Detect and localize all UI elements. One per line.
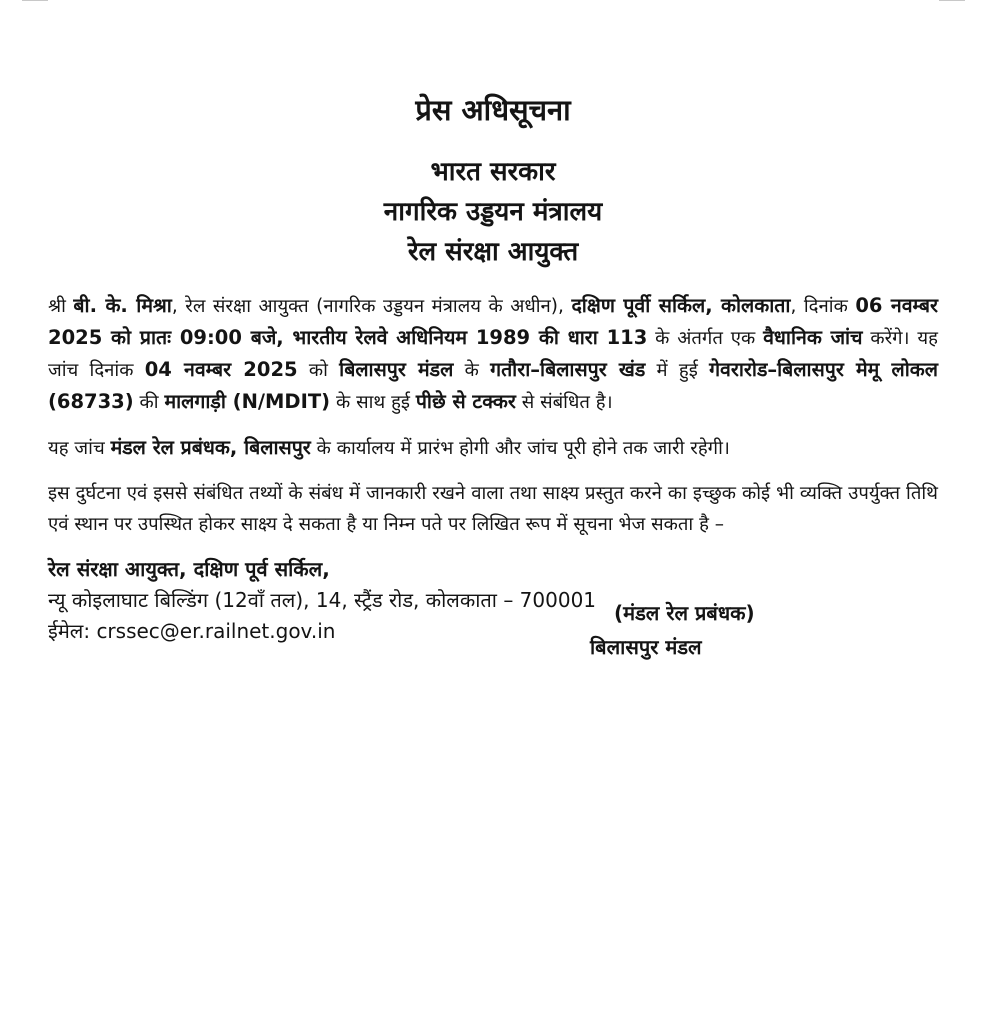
inquiry-announcement-paragraph <box>48 290 938 418</box>
circle-name: दक्षिण पूर्वी सर्किल, कोलकाता <box>571 294 791 317</box>
accident-date: 04 नवम्बर 2025 <box>144 358 298 381</box>
org-line-government: भारत सरकार <box>430 157 556 187</box>
text-segment: के अंतर्गत एक <box>647 328 764 349</box>
top-left-edge-mark <box>22 0 48 1</box>
text-segment: में हुई <box>645 360 710 381</box>
section-name: गतौरा–बिलासपुर खंड <box>490 358 646 381</box>
org-line-ministry: नागरिक उड्डयन मंत्रालय <box>383 197 603 227</box>
text-segment: को <box>297 360 340 381</box>
email-label: ईमेल: <box>48 619 97 643</box>
text-segment: के कार्यालय में प्रारंभ होगी और जांच पूरी होने तक जारी रहेगी। <box>310 438 730 459</box>
signatory-division: बिलासपुर मंडल <box>590 635 702 659</box>
inquiry-date-and-act: 06 नवम्बर 2025 को प्रातः 09:00 बजे, भारतीय रेलवे अधिनियम 1989 की धारा 113 <box>48 294 938 349</box>
org-line-commissioner: रेल संरक्षा आयुक्त <box>407 237 579 267</box>
train-name: गेवरारोड–बिलासपुर मेमू लोकल (68733) <box>48 358 938 413</box>
text-segment: यह जांच <box>48 438 111 459</box>
issuing-organization <box>48 152 938 272</box>
address-line-street: न्यू कोइलाघाट बिल्डिंग (12वाँ तल), 14, स्ट्रैंड रोड, कोलकाता – 700001 <box>48 588 597 612</box>
address-line-office: रेल संरक्षा आयुक्त, दक्षिण पूर्व सर्किल, <box>48 557 330 581</box>
goods-train: मालगाड़ी (N/MDIT) <box>164 390 331 413</box>
top-right-edge-mark <box>939 0 965 1</box>
officer-name: बी. के. मिश्रा <box>73 294 172 317</box>
signature-block <box>590 596 755 664</box>
statutory-inquiry: वैधानिक जांच <box>763 326 863 349</box>
collision-type: पीछे से टक्कर <box>415 390 516 413</box>
email-address: crssec@er.railnet.gov.in <box>96 619 336 643</box>
text-segment: , रेल संरक्षा आयुक्त (नागरिक उड्डयन मंत्रालय के अधीन), <box>171 296 572 317</box>
address-email-line <box>48 616 938 647</box>
text-segment: के <box>453 360 491 381</box>
signatory-role: (मंडल रेल प्रबंधक) <box>614 601 755 625</box>
inquiry-venue-paragraph <box>48 432 938 464</box>
text-segment: करेंगे। यह जांच दिनांक <box>48 328 938 381</box>
division-name: बिलासपुर मंडल <box>339 358 454 381</box>
text-segment: के साथ हुई <box>330 392 416 413</box>
text-segment: की <box>133 392 165 413</box>
text-segment: से संबंधित है। <box>515 392 613 413</box>
venue-office: मंडल रेल प्रबंधक, बिलासपुर <box>110 436 311 459</box>
press-notice-document <box>48 88 938 647</box>
text-segment: , दिनांक <box>790 296 856 317</box>
document-title: प्रेस अधिसूचना <box>415 93 571 127</box>
text-segment: श्री <box>48 296 74 317</box>
evidence-invitation-paragraph: इस दुर्घटना एवं इससे संबंधित तथ्यों के संबंध में जानकारी रखने वाला तथा साक्ष्य प्रस्तुत करने का इच्छुक कोई भी व्यक्ति उपर्युक्त तिथि एवं स्थान पर उपस्थित होकर साक्ष्य दे सकता है या निम्न पते पर लिखित रूप में सूचना भेज सकता है – <box>48 483 938 535</box>
contact-address <box>48 554 938 647</box>
